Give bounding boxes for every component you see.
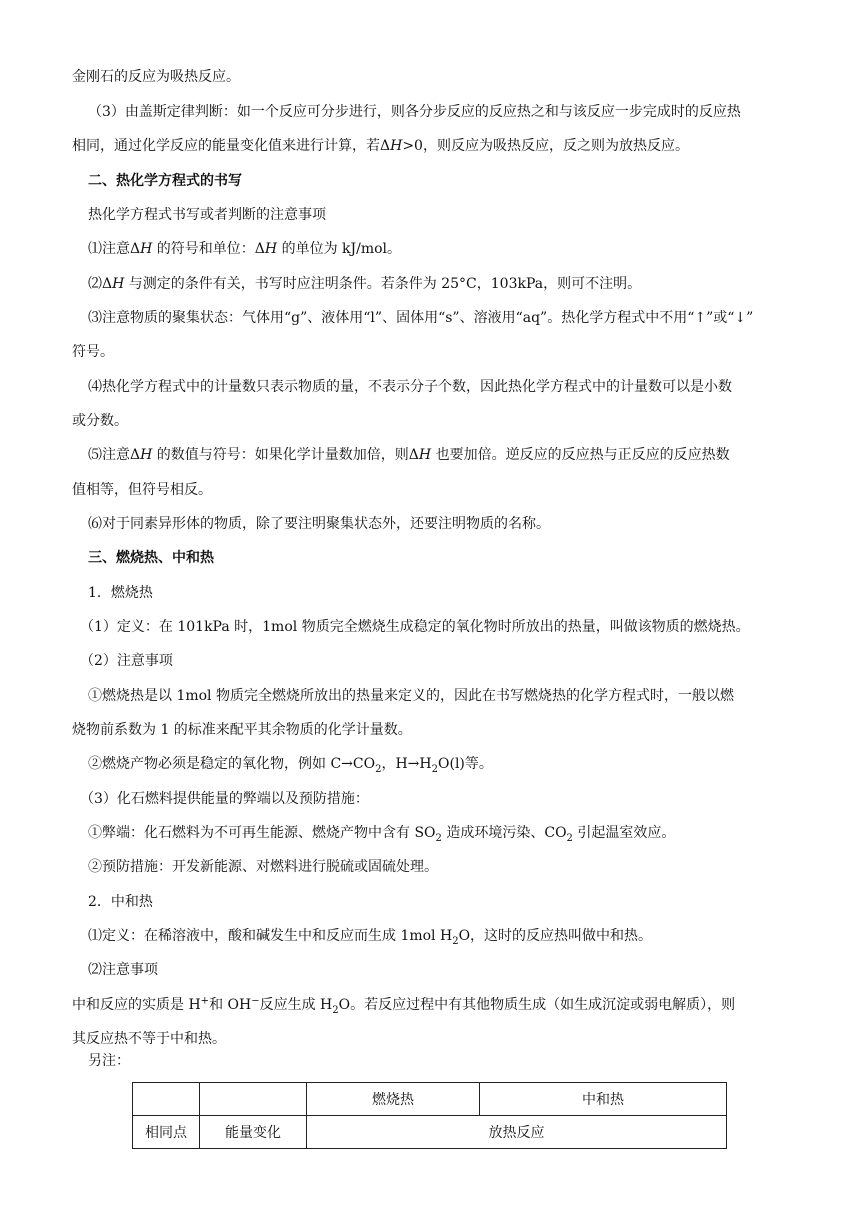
paragraph-line: 中和反应的实质是 H+和 OH−反应生成 $H_2O$。若反应过程中有其他物质生成（如生成沉淀或弱电解质），则 — [72, 996, 736, 1014]
list-item: ②燃烧产物必须是稳定的氧化物，例如 $C\to CO_2$，$H\to H_2O(l)$等。 — [88, 756, 493, 773]
paragraph-line: 相同，通过化学反应的能量变化值来进行计算，若ΔH>0，则反应为吸热反应，反之则为放热反应。 — [72, 138, 689, 154]
table-header-cell: 燃烧热 — [307, 1083, 480, 1116]
paragraph-line: （3）由盖斯定律判断：如一个反应可分步进行，则各分步反应的反应热之和与该反应一步完成时的反应热 — [88, 104, 741, 120]
table-cell: 相同点 — [133, 1116, 200, 1149]
paragraph-line: （1）定义：在 101kPa 时，1mol 物质完全燃烧生成稳定的氧化物时所放出的热量，叫做该物质的燃烧热。 — [80, 619, 750, 635]
paragraph-line: （3）化石燃料提供能量的弊端以及预防措施： — [80, 791, 369, 807]
list-item: ⑹对于同素异形体的物质，除了要注明聚集状态外，还要注明物质的名称。 — [88, 516, 550, 532]
paragraph-line: 金刚石的反应为吸热反应。 — [72, 69, 240, 85]
table-cell — [200, 1083, 307, 1116]
table-row — [133, 1116, 727, 1149]
list-item: ⑶注意物质的聚集状态：气体用“g”、液体用“l”、固体用“s”、溶液用“aq”。热化学方程式中不用“↑”或“↓” — [88, 310, 754, 326]
table-header-cell: 中和热 — [480, 1083, 727, 1116]
paragraph-line: （2）注意事项 — [80, 653, 173, 669]
table-cell — [133, 1083, 200, 1116]
comparison-table — [132, 1082, 727, 1149]
list-item: ⑴注意ΔH 的符号和单位：ΔH 的单位为 kJ/mol。 — [88, 241, 402, 257]
list-item: ①燃烧热是以 1mol 物质完全燃烧所放出的热量来定义的，因此在书写燃烧热的化学方程式时，一般以燃 — [88, 688, 734, 704]
list-item: ⑷热化学方程式中的计量数只表示物质的量，不表示分子个数，因此热化学方程式中的计量数可以是小数 — [88, 379, 732, 395]
table-cell: 能量变化 — [200, 1116, 307, 1149]
table-header-row — [133, 1083, 727, 1116]
subsection-heading: 2．中和热 — [88, 894, 153, 910]
list-item: ⑵ΔH 与测定的条件有关，书写时应注明条件。若条件为 25°C，103kPa，则可不注明。 — [88, 276, 642, 292]
paragraph-line: 其反应热不等于中和热。 — [72, 1031, 226, 1047]
section-heading: 三、燃烧热、中和热 — [88, 550, 214, 566]
list-item: ①弊端：化石燃料为不可再生能源、燃烧产物中含有 $SO_2$ 造成环境污染、$CO_2$ 引起温室效应。 — [88, 825, 676, 842]
list-item: ②预防措施：开发新能源、对燃料进行脱硫或固硫处理。 — [88, 859, 438, 875]
paragraph-line: 值相等，但符号相反。 — [72, 482, 212, 498]
paragraph-line: 热化学方程式书写或者判断的注意事项 — [88, 207, 326, 223]
paragraph-line: 符号。 — [72, 344, 114, 360]
subsection-heading: 1．燃烧热 — [88, 585, 153, 601]
list-item: ⑸注意ΔH 的数值与符号：如果化学计量数加倍，则ΔH 也要加倍。逆反应的反应热与正反应的反应热数 — [88, 447, 730, 463]
list-item: ⑵注意事项 — [88, 962, 158, 978]
note-label: 另注： — [88, 1053, 130, 1069]
list-item: ⑴定义：在稀溶液中，酸和碱发生中和反应而生成 1mol $H_2O$，这时的反应热叫做中和热。 — [88, 928, 653, 945]
paragraph-line: 或分数。 — [72, 413, 128, 429]
section-heading: 二、热化学方程式的书写 — [88, 173, 242, 189]
table-cell: 放热反应 — [307, 1116, 727, 1149]
paragraph-line: 烧物前系数为 1 的标准来配平其余物质的化学计量数。 — [72, 722, 412, 738]
